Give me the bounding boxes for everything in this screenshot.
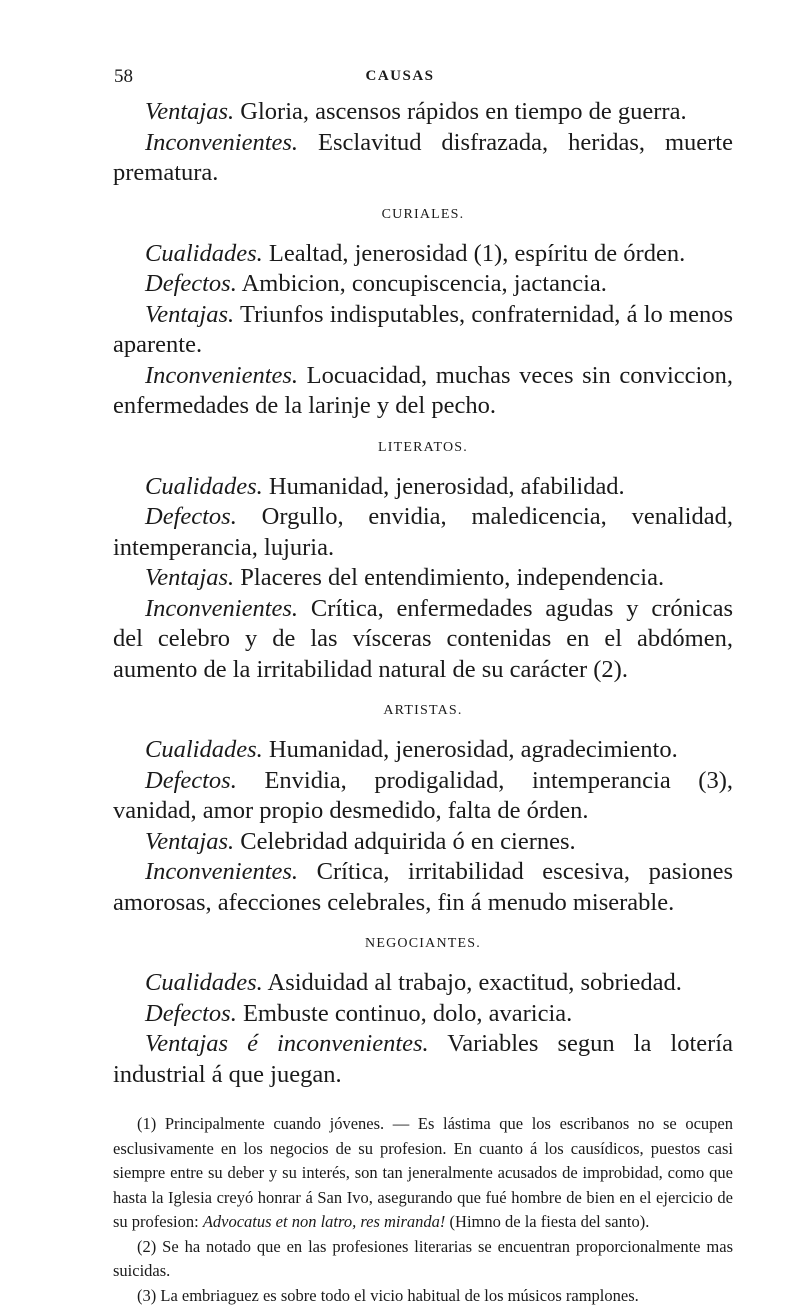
entry-defectos [113,999,733,1030]
footnote-3: (3) La embriaguez es sobre todo el vicio habitual de los músicos ramplones. [113,1284,733,1308]
section-heading-negociantes: NEGOCIANTES. [113,936,733,952]
entry-text: Orgullo, envidia, maledicencia, venalidad, intemperancia, lujuria. [113,503,733,561]
entry-inconvenientes [113,857,733,918]
entry-ventajas [113,97,733,128]
footnote-1-text: (1) Principalmente cuando jóvenes. — Es lástima que los escribanos no se ocupen esclusivamente en los negocios de su profesion. En cuanto á los causídicos, puestos casi siempre entre su deber y su interés, son tan jeneralmente acusados de improbidad, como que hasta la Iglesia creyó honrar á San Ivo, asegurando que fué hombre de bien en el ejercicio de su profesion: [113,1114,733,1231]
entry-text: Celebridad adquirida ó en ciernes. [234,828,576,855]
page-number: 58 [114,66,133,88]
entry-inconvenientes [113,128,733,189]
entry-inconvenientes [113,594,733,686]
footnotes [113,1112,733,1308]
entry-cualidades [113,239,733,270]
entry-label: Defectos. [145,270,237,297]
footnote-1-end: (Himno de la fiesta del santo). [445,1212,649,1231]
entry-text: Triunfos indisputables, confraternidad, á lo menos aparente. [113,301,733,359]
section-heading-artistas: ARTISTAS. [113,703,733,719]
entry-text: Variables segun la lotería industrial á que juegan. [113,1030,733,1088]
entry-text: Placeres del entendimiento, independencia. [234,564,664,591]
entry-defectos [113,766,733,827]
entry-label: Defectos. [145,1000,237,1027]
entry-label: Ventajas. [145,98,234,125]
entry-label: Defectos. [145,767,237,794]
entry-text: Asiduidad al trabajo, exactitud, sobriedad. [263,969,682,996]
entry-text: Humanidad, jenerosidad, afabilidad. [263,473,625,500]
entry-text: Lealtad, jenerosidad (1), espíritu de órden. [263,240,685,267]
entry-label: Ventajas. [145,301,234,328]
entry-ventajas [113,300,733,361]
entry-text: Embuste continuo, dolo, avaricia. [237,1000,572,1027]
entry-cualidades [113,472,733,503]
entry-cualidades [113,968,733,999]
main-text [113,97,733,1308]
running-head [0,66,800,86]
entry-text: Gloria, ascensos rápidos en tiempo de guerra. [234,98,686,125]
entry-label: Ventajas é inconvenientes. [145,1030,429,1057]
running-title: CAUSAS [0,68,800,85]
entry-ventajas-inconvenientes [113,1029,733,1090]
entry-text: Crítica, irritabilidad escesiva, pasiones amorosas, afecciones celebrales, fin á menudo miserable. [113,858,733,916]
entry-label: Ventajas. [145,828,234,855]
entry-label: Inconvenientes. [145,858,298,885]
entry-label: Defectos. [145,503,237,530]
entry-label: Cualidades. [145,240,263,267]
entry-text: Esclavitud disfrazada, heridas, muerte prematura. [113,129,733,187]
entry-label: Inconvenientes. [145,595,298,622]
footnote-2: (2) Se ha notado que en las profesiones literarias se encuentran proporcionalmente mas suicidas. [113,1235,733,1284]
footnote-1 [113,1112,733,1235]
entry-inconvenientes [113,361,733,422]
entry-label: Cualidades. [145,969,263,996]
entry-text: Ambicion, concupiscencia, jactancia. [237,270,607,297]
entry-text: Crítica, enfermedades agudas y crónicas del celebro y de las vísceras contenidas en el abdómen, aumento de la irritabilidad natural de su carácter (2). [113,595,733,683]
entry-label: Inconvenientes. [145,129,298,156]
entry-ventajas [113,563,733,594]
footnote-1-quote: Advocatus et non latro, res miranda! [203,1212,446,1231]
entry-label: Cualidades. [145,473,263,500]
entry-defectos [113,502,733,563]
section-heading-curiales: CURIALES. [113,207,733,223]
entry-label: Ventajas. [145,564,234,591]
entry-defectos [113,269,733,300]
entry-text: Humanidad, jenerosidad, agradecimiento. [263,736,678,763]
entry-label: Inconvenientes. [145,362,298,389]
section-heading-literatos: LITERATOS. [113,440,733,456]
entry-text: Locuacidad, muchas veces sin conviccion, enfermedades de la larinje y del pecho. [113,362,733,420]
entry-label: Cualidades. [145,736,263,763]
entry-ventajas [113,827,733,858]
entry-cualidades [113,735,733,766]
entry-text: Envidia, prodigalidad, intemperancia (3), vanidad, amor propio desmedido, falta de órden. [113,767,733,825]
